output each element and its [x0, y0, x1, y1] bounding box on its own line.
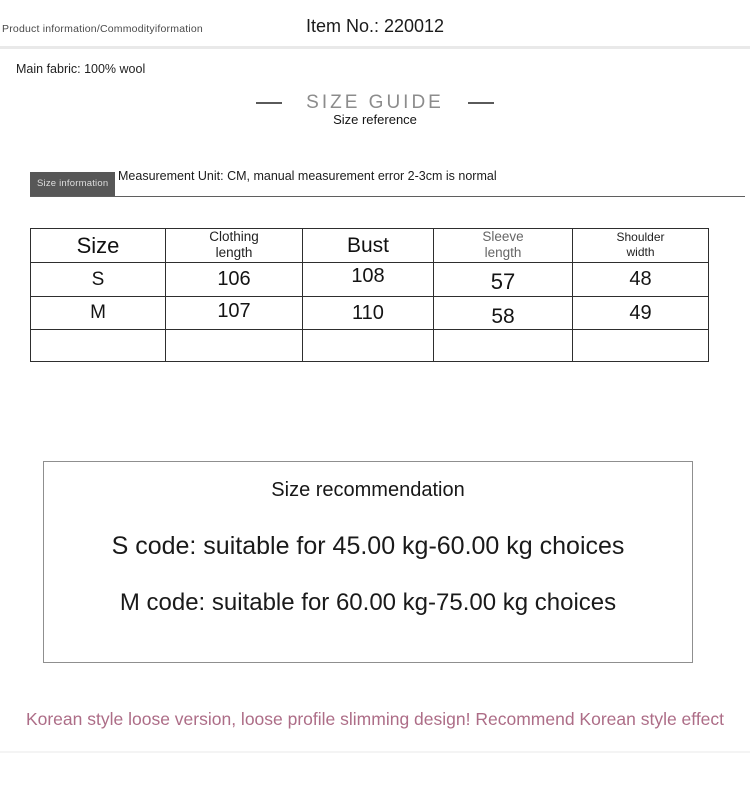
cell-sleeve-length: 57: [434, 263, 573, 297]
size-table: [30, 228, 709, 362]
size-guide-subtitle: Size reference: [333, 112, 417, 127]
header-divider: [0, 46, 750, 49]
size-recommendation-title: Size recommendation: [271, 479, 465, 501]
dash-left-icon: [256, 102, 282, 104]
table-row-empty: [31, 330, 709, 362]
item-number: Item No.: 220012: [305, 16, 445, 36]
table-row-m: [31, 297, 709, 330]
cell-bust: 110: [303, 297, 434, 330]
breadcrumb: Product information/Commodityiformation: [2, 23, 203, 35]
main-fabric-label: Main fabric: 100% wool: [16, 62, 146, 76]
col-header-clothing-length: Clothing length: [166, 229, 303, 263]
cell-bust: [303, 330, 434, 362]
col-header-size: Size: [31, 229, 166, 263]
cell-shoulder-width: 48: [573, 263, 709, 297]
cell-bust: 108: [303, 263, 434, 297]
cell-size: [31, 330, 166, 362]
cell-sleeve-length: 58: [434, 297, 573, 330]
col-header-shoulder-width: Shoulder width: [573, 229, 709, 263]
dash-right-icon: [468, 102, 494, 104]
cell-size: M: [31, 297, 166, 330]
size-recommendation-box: [43, 461, 693, 663]
footer-note: Korean style loose version, loose profile slimming design! Recommend Korean style effect: [25, 709, 725, 729]
cell-sleeve-length: [434, 330, 573, 362]
col-header-sleeve-length: Sleeve length: [434, 229, 573, 263]
size-recommendation-m: M code: suitable for 60.00 kg-75.00 kg choices: [119, 589, 617, 616]
size-info-underline: [30, 196, 745, 197]
col-header-bust: Bust: [303, 229, 434, 263]
size-info-badge: Size information: [30, 172, 115, 196]
footer-divider: [0, 751, 750, 753]
cell-shoulder-width: 49: [573, 297, 709, 330]
table-row-s: [31, 263, 709, 297]
cell-size: S: [31, 263, 166, 297]
table-header-row: [31, 229, 709, 263]
cell-shoulder-width: [573, 330, 709, 362]
measurement-note: Measurement Unit: CM, manual measurement error 2-3cm is normal: [118, 169, 497, 183]
cell-clothing-length: 107: [166, 297, 303, 330]
cell-clothing-length: [166, 330, 303, 362]
size-guide-heading: [0, 92, 750, 114]
size-guide-title: SIZE GUIDE: [306, 92, 444, 113]
size-recommendation-s: S code: suitable for 45.00 kg-60.00 kg choices: [111, 532, 625, 560]
cell-clothing-length: 106: [166, 263, 303, 297]
